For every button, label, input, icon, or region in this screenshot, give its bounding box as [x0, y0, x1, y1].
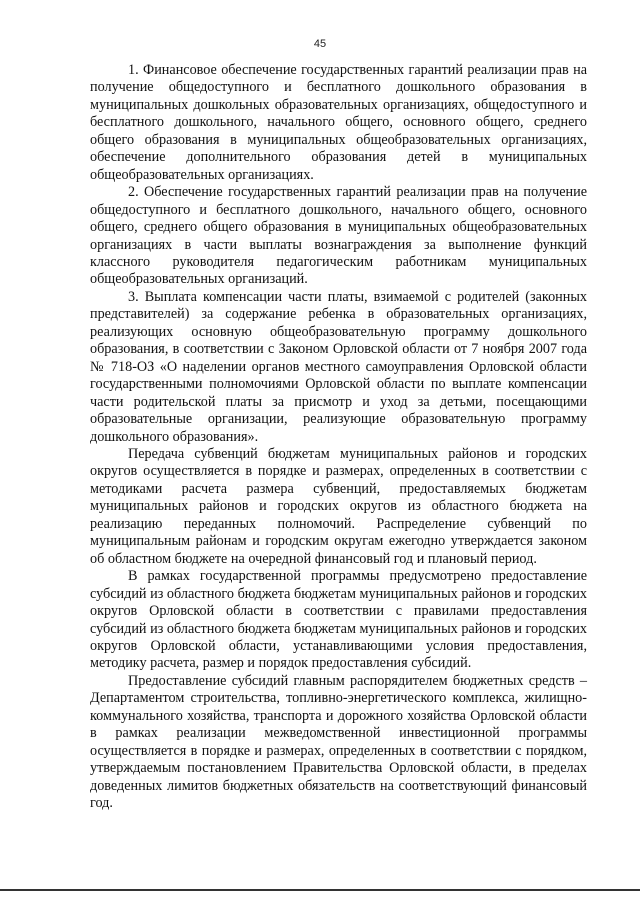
paragraph-1: 1. Финансовое обеспечение государственных гарантий реализации прав на получение общедоступного и бесплатного дошкольного образования в муниципальных дошкольных образовательных организациях, общедоступного и бесплатного дошкольного, начального общего, основного общего, среднего общего образования в муниципальных общеобразовательных организациях, обеспечение дополнительного образования детей в муниципальных общеобразовательных организациях. [90, 62, 587, 183]
paragraph-4: Передача субвенций бюджетам муниципальных районов и городских округов осуществляется в порядке и размерах, определенных в соответствии с методиками расчета размера субвенций, предоставляемых бюджетам муниципальных районов и городских округов из областного бюджета на реализацию переданных полномочий. Распределение субвенций по муниципальным районам и городским округам ежегодно утверждается законом об областном бюджете на очередной финансовый год и плановый период. [90, 445, 587, 567]
document-body [90, 62, 587, 812]
paragraph-6: Предоставление субсидий главным распорядителем бюджетных средств – Департаментом строительства, топливно-энергетического комплекса, жилищно-коммунального хозяйства, транспорта и дорожного хозяйства Орловской области в рамках реализации межведомственной инвестиционной программы осуществляется в порядке и размерах, определенных в соответствии с порядком, утверждаемым постановлением Правительства Орловской области, в пределах доведенных лимитов бюджетных обязательств на соответствующий финансовый год. [90, 672, 587, 812]
paragraph-5: В рамках государственной программы предусмотрено предоставление субсидий из областного бюджета бюджетам муниципальных районов и городских округов Орловской области в соответствии с правилами предоставления субсидий из областного бюджета бюджетам муниципальных районов и городских округов Орловской области, устанавливающими условия предоставления, методику расчета, размер и порядок предоставления субсидий. [90, 568, 587, 672]
bottom-divider [0, 889, 640, 891]
paragraph-3: 3. Выплата компенсации части платы, взимаемой с родителей (законных представителей) за содержание ребенка в образовательных организациях, реализующих основную общеобразовательную программу дошкольного образования, в соответствии с Законом Орловской области от 7 ноября 2007 года № 718-ОЗ «О наделении органов местного самоуправления Орловской области государственными полномочиями Орловской области по выплате компенсации части родительской платы за присмотр и уход за детьми, посещающими образовательные организации, реализующие образовательную программу дошкольного образования». [90, 288, 587, 445]
page-number: 45 [313, 38, 327, 50]
paragraph-2: 2. Обеспечение государственных гарантий реализации прав на получение общедоступного и бесплатного дошкольного, начального общего, основного общего, среднего общего образования в муниципальных общеобразовательных организациях в части выплаты вознаграждения за выполнение функций классного руководителя педагогическим работникам муниципальных общеобразовательных организаций. [90, 184, 587, 288]
